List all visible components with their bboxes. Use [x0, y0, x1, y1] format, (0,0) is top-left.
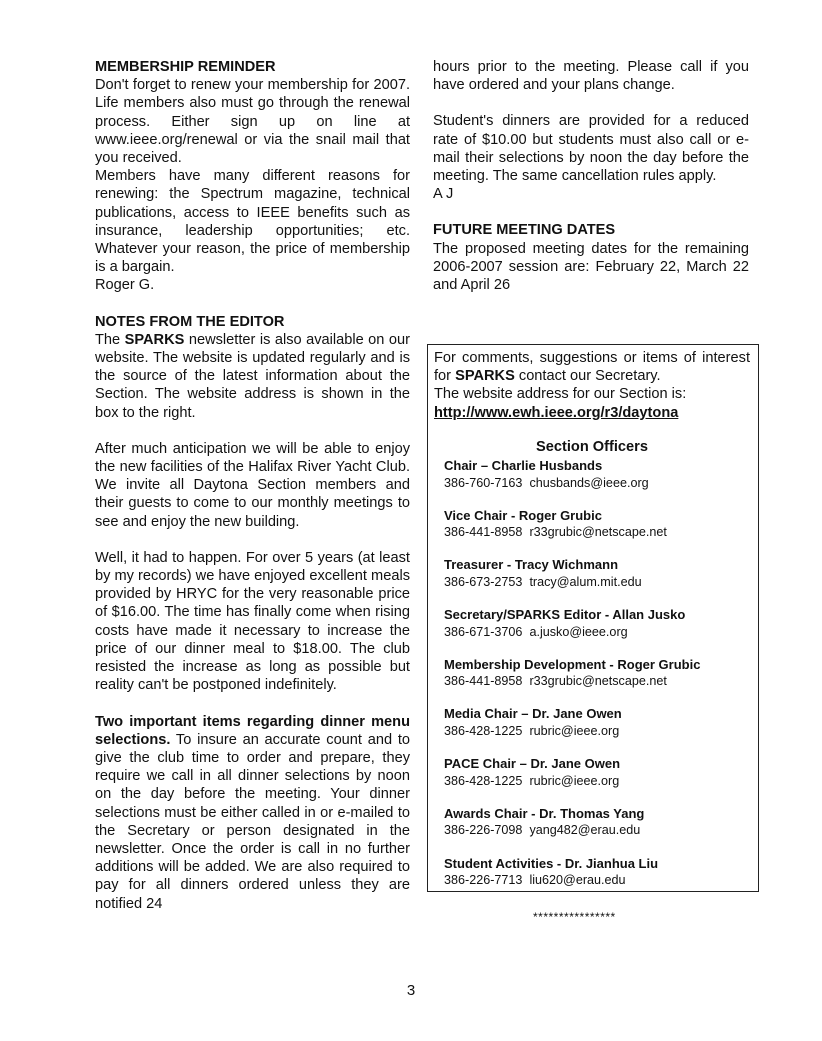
editor-notes-p1-post: newsletter is also available on our website. The website is updated regularly and is the source of the latest information about the Section. The website address is shown in the box to the right. — [95, 331, 410, 421]
contact-intro-pre: For comments, suggestions or items of interest for — [434, 350, 750, 385]
officer-entry — [444, 657, 750, 690]
officer-phone: 386-671-3706 — [444, 624, 523, 639]
section-separator: **************** — [533, 910, 616, 924]
editor-signature: A J — [433, 186, 454, 203]
officer-title: Membership Development - Roger Grubic — [444, 656, 701, 672]
officer-phone: 386-226-7713 — [444, 873, 523, 888]
spacer — [433, 94, 749, 112]
officer-title: Student Activities - Dr. Jianhua Liu — [444, 855, 659, 871]
contact-intro — [434, 349, 750, 385]
officer-email[interactable]: rubric@ieee.org — [529, 724, 620, 739]
officer-entry — [444, 508, 750, 541]
website-link[interactable]: http://www.ewh.ieee.org/r3/daytona — [434, 404, 679, 421]
membership-signature: Roger G. — [95, 277, 155, 294]
officer-phone: 386-226-7098 — [444, 823, 523, 838]
officer-phone: 386-441-8958 — [444, 525, 523, 540]
officer-email[interactable]: liu620@erau.edu — [529, 873, 626, 888]
dinner-notes-continued: hours prior to the meeting. Please call if you have ordered and your plans change. — [433, 59, 749, 94]
officer-title: Vice Chair - Roger Grubic — [444, 507, 602, 523]
dinner-selection-lead: Two important items regarding dinner menu selections. — [95, 713, 410, 748]
officer-entry — [444, 756, 750, 789]
officer-entry — [444, 607, 750, 640]
officer-phone: 386-673-2753 — [444, 574, 523, 589]
officer-email[interactable]: rubric@ieee.org — [529, 773, 620, 788]
officer-contact — [444, 872, 750, 889]
officer-email[interactable]: r33grubic@netscape.net — [529, 674, 667, 689]
right-column — [433, 58, 749, 294]
officer-email[interactable]: a.jusko@ieee.org — [529, 624, 628, 639]
membership-paragraph-2: Members have many different reasons for renewing: the Spectrum magazine, technical publications, access to IEEE benefits such as insurance, leadership opportunities; etc. Whatever your reason, the price of membership is a bargain. — [95, 168, 410, 276]
future-meetings-heading: FUTURE MEETING DATES — [433, 222, 616, 239]
page-number: 3 — [406, 982, 416, 999]
officers-title: Section Officers — [536, 438, 648, 455]
editor-notes-heading: NOTES FROM THE EDITOR — [95, 313, 285, 330]
officer-phone: 386-428-1225 — [444, 773, 523, 788]
officer-contact — [444, 475, 750, 492]
officer-phone: 386-760-7163 — [444, 475, 523, 490]
spacer — [95, 695, 410, 713]
officer-email[interactable]: chusbands@ieee.org — [529, 475, 649, 490]
officer-entry — [444, 557, 750, 590]
officer-contact — [444, 524, 750, 541]
officer-contact — [444, 822, 750, 839]
officer-entry — [444, 806, 750, 839]
officer-contact — [444, 773, 750, 790]
editor-notes-paragraph-3: Well, it had to happen. For over 5 years (at least by my records) we have enjoyed excellent meals provided by HRYC for the very reasonable price of $16.00. The time has finally come when rising costs have made it necessary to increase the price of our dinner meal to $18.00. The club resisted the increase as long as possible but reality can't be postponed indefinitely. — [95, 549, 410, 694]
student-dinners-paragraph: Student's dinners are provided for a reduced rate of $10.00 but students must also call or e-mail their selections by noon the day before the meeting. The same cancellation rules apply. — [433, 113, 749, 185]
officer-title: PACE Chair – Dr. Jane Owen — [444, 756, 621, 772]
website-label: The website address for our Section is: — [434, 386, 687, 403]
editor-notes-paragraph-2: After much anticipation we will be able to enjoy the new facilities of the Halifax River Yacht Club. We invite all Daytona Section members and their guests to come to our monthly meetings to see and enjoy the new building. — [95, 440, 410, 530]
membership-paragraph-1: Don't forget to renew your membership for 2007. Life members also must go through the renewal process. Either sign up on line at www.ieee.org/renewal or via the snail mail that you received. — [95, 77, 410, 167]
officer-contact — [444, 723, 750, 740]
officer-contact — [444, 574, 750, 591]
officer-contact — [444, 673, 750, 690]
officer-phone: 386-441-8958 — [444, 674, 523, 689]
officer-title: Chair – Charlie Husbands — [444, 458, 603, 474]
future-meetings-text: The proposed meeting dates for the remaining 2006-2007 session are: February 22, March 22 and April 26 — [433, 240, 749, 294]
officer-title: Treasurer - Tracy Wichmann — [444, 557, 619, 573]
editor-notes-paragraph-4 — [95, 713, 410, 913]
spacer — [433, 203, 749, 221]
spacer — [95, 422, 410, 440]
contact-box — [427, 344, 759, 892]
spacer — [95, 295, 410, 313]
officer-email[interactable]: r33grubic@netscape.net — [529, 525, 667, 540]
spacer — [95, 531, 410, 549]
officer-title: Media Chair – Dr. Jane Owen — [444, 706, 622, 722]
dinner-selection-text: To insure an accurate count and to give the club time to order and prepare, they require we call in all dinner selections by noon on the day before the meeting. Your dinner selections must be either called in or e-mailed to the Secretary or person designated in the newsletter. Once the order is call in no further additions will be added. We are also required to pay for all dinners ordered unless they are notified 24 — [95, 731, 410, 912]
officer-email[interactable]: tracy@alum.mit.edu — [529, 574, 642, 589]
officer-entry — [444, 706, 750, 739]
left-column — [95, 58, 410, 913]
contact-sparks-name: SPARKS — [455, 368, 515, 385]
officer-email[interactable]: yang482@erau.edu — [529, 823, 641, 838]
editor-notes-p1-pre: The — [95, 331, 125, 348]
officer-phone: 386-428-1225 — [444, 724, 523, 739]
sparks-name: SPARKS — [124, 331, 185, 348]
officer-title: Secretary/SPARKS Editor - Allan Jusko — [444, 607, 686, 623]
officer-entry — [444, 458, 750, 491]
membership-heading: MEMBERSHIP REMINDER — [95, 59, 276, 75]
officer-entry — [444, 856, 750, 889]
editor-notes-paragraph-1 — [95, 331, 410, 422]
officer-contact — [444, 624, 750, 641]
contact-intro-post: contact our Secretary. — [514, 368, 661, 385]
officer-title: Awards Chair - Dr. Thomas Yang — [444, 805, 645, 821]
